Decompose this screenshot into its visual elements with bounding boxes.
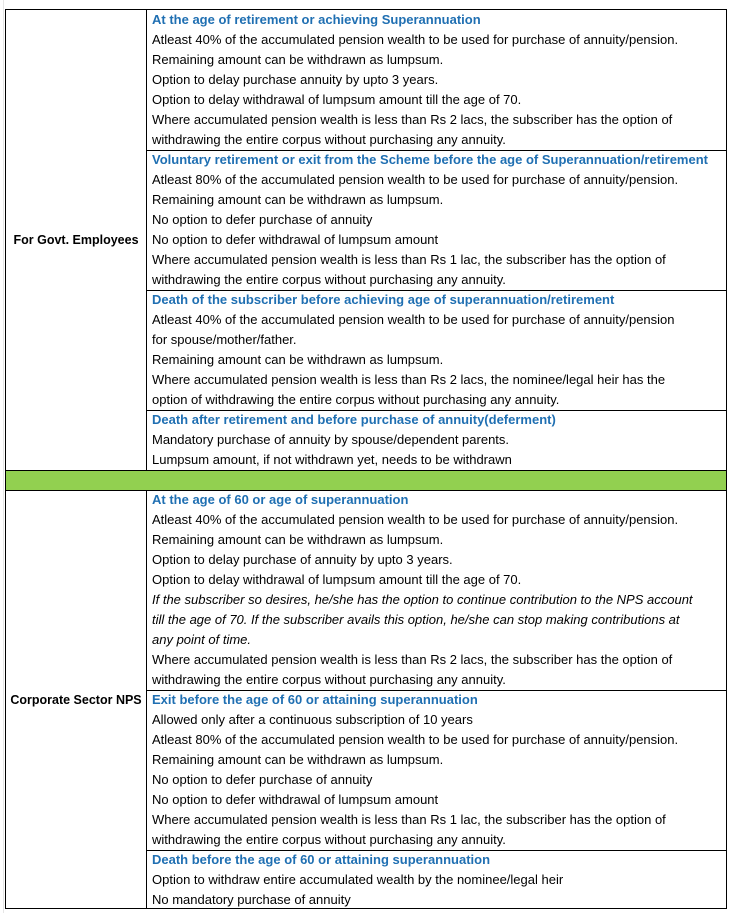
text-line: for spouse/mother/father. bbox=[152, 332, 297, 347]
text-line: Option to delay purchase of annuity by upto 3 years. bbox=[152, 552, 453, 567]
text-line: Option to delay withdrawal of lumpsum amount till the age of 70. bbox=[152, 572, 522, 587]
text-line: Remaining amount can be withdrawn as lumpsum. bbox=[152, 352, 444, 367]
text-line: withdrawing the entire corpus without purchasing any annuity. bbox=[152, 132, 506, 147]
column-divider bbox=[146, 10, 147, 908]
italic-note-line: any point of time. bbox=[152, 632, 251, 647]
text-line: Atleast 40% of the accumulated pension wealth to be used for purchase of annuity/pension bbox=[152, 312, 675, 327]
text-line: No option to defer purchase of annuity bbox=[152, 772, 373, 787]
category-corporate-sector: Corporate Sector NPS bbox=[10, 693, 142, 707]
text-line: Where accumulated pension wealth is less than Rs 1 lac, the subscriber has the option of bbox=[152, 812, 666, 827]
section-heading: Death after retirement and before purchase of annuity(deferment) bbox=[152, 412, 556, 427]
text-line: Lumpsum amount, if not withdrawn yet, needs to be withdrawn bbox=[152, 452, 512, 467]
text-line: Option to withdraw entire accumulated wealth by the nominee/legal heir bbox=[152, 872, 564, 887]
text-line: Remaining amount can be withdrawn as lumpsum. bbox=[152, 192, 444, 207]
italic-note-line: till the age of 70. If the subscriber avails this option, he/she can stop making contributions at bbox=[152, 612, 680, 627]
corp-section-death-before-60[interactable] bbox=[152, 850, 722, 910]
pension-table bbox=[5, 9, 727, 909]
text-line: No option to defer withdrawal of lumpsum amount bbox=[152, 792, 439, 807]
text-line: Option to delay purchase annuity by upto 3 years. bbox=[152, 72, 439, 87]
text-line: Remaining amount can be withdrawn as lumpsum. bbox=[152, 752, 444, 767]
text-line: withdrawing the entire corpus without purchasing any annuity. bbox=[152, 832, 506, 847]
text-line: withdrawing the entire corpus without purchasing any annuity. bbox=[152, 672, 506, 687]
section-heading: At the age of 60 or age of superannuation bbox=[152, 492, 409, 507]
text-line: Where accumulated pension wealth is less than Rs 2 lacs, the subscriber has the option of bbox=[152, 652, 673, 667]
italic-note-line: If the subscriber so desires, he/she has the option to continue contribution to the NPS account bbox=[152, 592, 693, 607]
text-line: Atleast 40% of the accumulated pension wealth to be used for purchase of annuity/pension. bbox=[152, 512, 679, 527]
govt-section-death-after-retirement[interactable] bbox=[152, 410, 722, 470]
text-line: Atleast 80% of the accumulated pension wealth to be used for purchase of annuity/pension. bbox=[152, 172, 679, 187]
text-line: withdrawing the entire corpus without purchasing any annuity. bbox=[152, 272, 506, 287]
govt-section-voluntary-exit[interactable] bbox=[152, 150, 722, 290]
govt-section-death-before-retirement[interactable] bbox=[152, 290, 722, 410]
section-heading: At the age of retirement or achieving Superannuation bbox=[152, 12, 481, 27]
text-line: Mandatory purchase of annuity by spouse/dependent parents. bbox=[152, 432, 510, 447]
text-line: Remaining amount can be withdrawn as lumpsum. bbox=[152, 52, 444, 67]
corp-section-age-60[interactable] bbox=[152, 490, 722, 690]
text-line: No mandatory purchase of annuity bbox=[152, 892, 351, 907]
section-heading: Death of the subscriber before achieving age of superannuation/retirement bbox=[152, 292, 615, 307]
text-line: Where accumulated pension wealth is less than Rs 2 lacs, the subscriber has the option of bbox=[152, 112, 673, 127]
text-line: Allowed only after a continuous subscription of 10 years bbox=[152, 712, 473, 727]
text-line: No option to defer withdrawal of lumpsum amount bbox=[152, 232, 439, 247]
text-line: Atleast 40% of the accumulated pension wealth to be used for purchase of annuity/pension. bbox=[152, 32, 679, 47]
text-line: Remaining amount can be withdrawn as lumpsum. bbox=[152, 532, 444, 547]
section-heading: Exit before the age of 60 or attaining superannuation bbox=[152, 692, 478, 707]
category-separator bbox=[6, 470, 726, 491]
text-line: Atleast 80% of the accumulated pension wealth to be used for purchase of annuity/pension. bbox=[152, 732, 679, 747]
text-line: Option to delay withdrawal of lumpsum amount till the age of 70. bbox=[152, 92, 522, 107]
govt-section-retirement[interactable] bbox=[152, 10, 722, 150]
section-heading: Voluntary retirement or exit from the Scheme before the age of Superannuation/retirement bbox=[152, 152, 708, 167]
category-govt-employees: For Govt. Employees bbox=[13, 233, 139, 247]
section-heading: Death before the age of 60 or attaining superannuation bbox=[152, 852, 491, 867]
text-line: Where accumulated pension wealth is less than Rs 1 lac, the subscriber has the option of bbox=[152, 252, 666, 267]
corp-section-early-exit[interactable] bbox=[152, 690, 722, 850]
text-line: No option to defer purchase of annuity bbox=[152, 212, 373, 227]
text-line: option of withdrawing the entire corpus without purchasing any annuity. bbox=[152, 392, 560, 407]
text-line: Where accumulated pension wealth is less than Rs 2 lacs, the nominee/legal heir has the bbox=[152, 372, 666, 387]
